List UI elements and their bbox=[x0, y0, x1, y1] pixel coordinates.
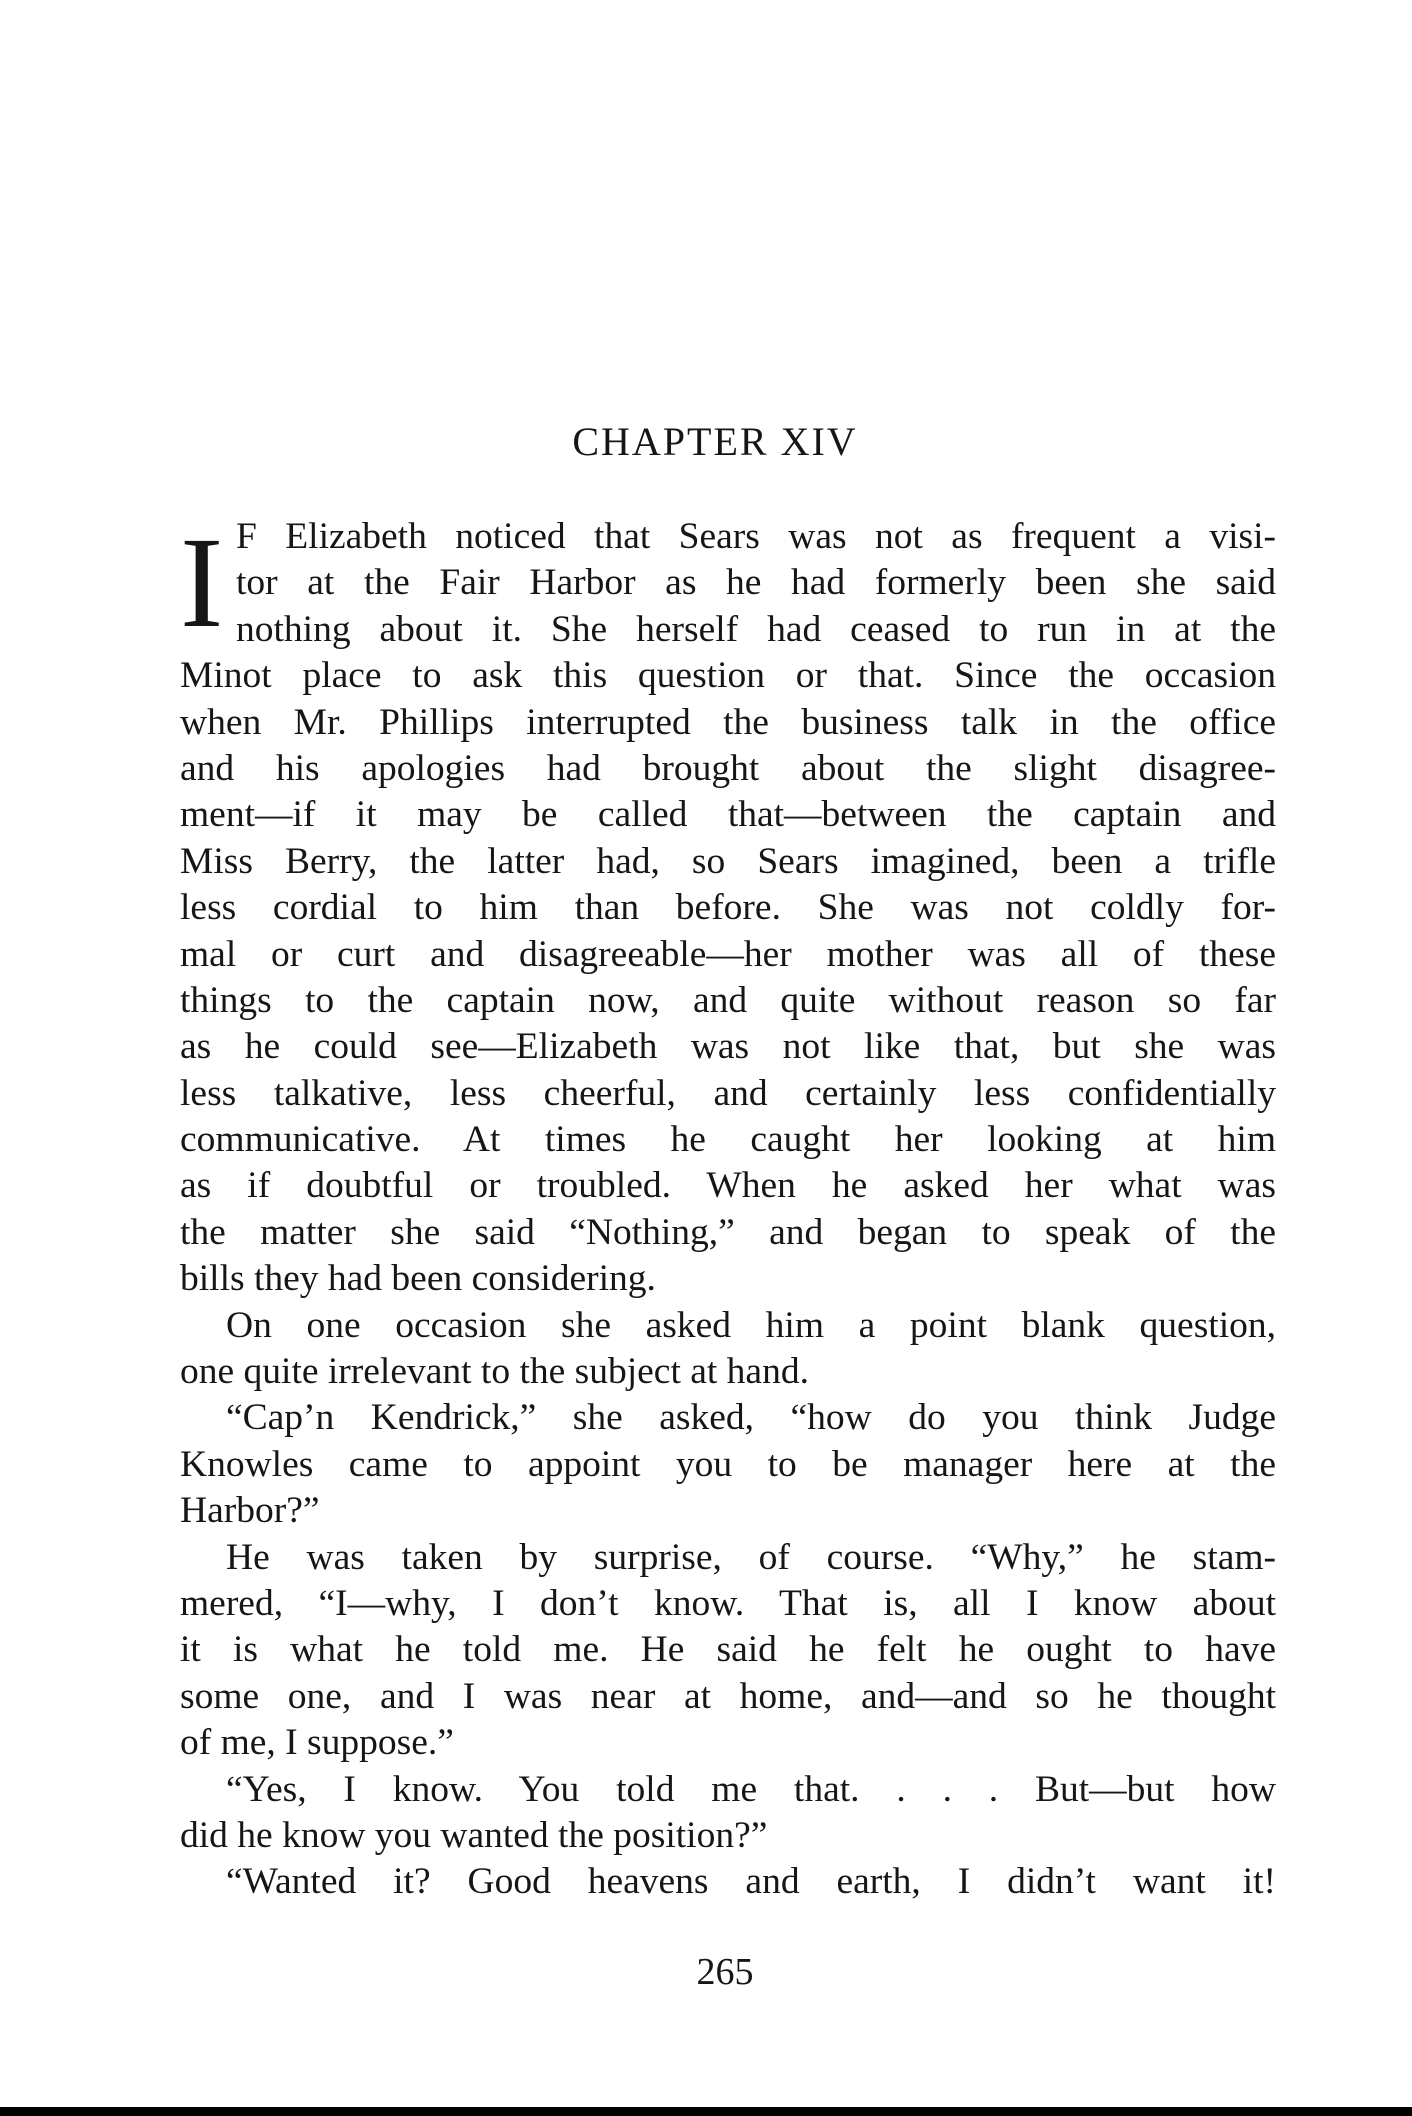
text-line: of me, I suppose.” bbox=[180, 1722, 454, 1764]
text-line: mered, “I—why, I don’t know. That is, all I know about bbox=[180, 1582, 1276, 1624]
text-line: Miss Berry, the latter had, so Sears imagined, been a trifle bbox=[180, 840, 1276, 882]
text-line: nothing about it. She herself had ceased to run in at the bbox=[236, 608, 1276, 650]
text-line: some one, and I was near at home, and—and so he thought bbox=[180, 1675, 1276, 1717]
page-number: 265 bbox=[696, 1951, 754, 1993]
text-line: as he could see—Elizabeth was not like that, but she was bbox=[180, 1026, 1276, 1068]
text-line: less cordial to him than before. She was not coldly for- bbox=[180, 887, 1276, 929]
text-line: bills they had been considering. bbox=[180, 1258, 656, 1300]
text-line: F Elizabeth noticed that Sears was not as frequent a visi- bbox=[236, 516, 1276, 557]
text-line: and his apologies had brought about the slight disagree- bbox=[180, 747, 1276, 789]
page-edge-rule bbox=[0, 2107, 1412, 2116]
text-line: ment—if it may be called that—between the captain and bbox=[180, 794, 1276, 836]
text-line: the matter she said “Nothing,” and began to speak of the bbox=[180, 1211, 1276, 1253]
drop-cap: I bbox=[180, 511, 224, 655]
body-text bbox=[180, 511, 1276, 1906]
text-line: when Mr. Phillips interrupted the business talk in the office bbox=[180, 701, 1276, 743]
text-line: communicative. At times he caught her looking at him bbox=[180, 1119, 1276, 1161]
text-line: Minot place to ask this question or that. Since the occasion bbox=[180, 655, 1276, 697]
text-line: “Cap’n Kendrick,” she asked, “how do you think Judge bbox=[226, 1397, 1276, 1439]
text-line: “Yes, I know. You told me that. . . . But—but how bbox=[226, 1768, 1276, 1810]
text-line: On one occasion she asked him a point blank question, bbox=[226, 1304, 1276, 1346]
text-line: as if doubtful or troubled. When he asked her what was bbox=[180, 1165, 1276, 1207]
text-line: one quite irrelevant to the subject at hand. bbox=[180, 1351, 809, 1393]
text-line: “Wanted it? Good heavens and earth, I didn’t want it! bbox=[226, 1861, 1276, 1903]
text-line: things to the captain now, and quite without reason so far bbox=[180, 979, 1276, 1021]
text-line: mal or curt and disagreeable—her mother was all of these bbox=[180, 933, 1276, 975]
text-line: tor at the Fair Harbor as he had formerly been she said bbox=[236, 562, 1276, 604]
text-line: did he know you wanted the position?” bbox=[180, 1814, 768, 1856]
text-line: it is what he told me. He said he felt he ought to have bbox=[180, 1629, 1276, 1671]
chapter-title: CHAPTER XIV bbox=[572, 419, 858, 464]
text-line: Harbor?” bbox=[180, 1490, 320, 1532]
text-line: less talkative, less cheerful, and certainly less confidentially bbox=[180, 1072, 1276, 1114]
text-line: He was taken by surprise, of course. “Why,” he stam- bbox=[226, 1536, 1276, 1578]
text-line: Knowles came to appoint you to be manager here at the bbox=[180, 1443, 1276, 1485]
